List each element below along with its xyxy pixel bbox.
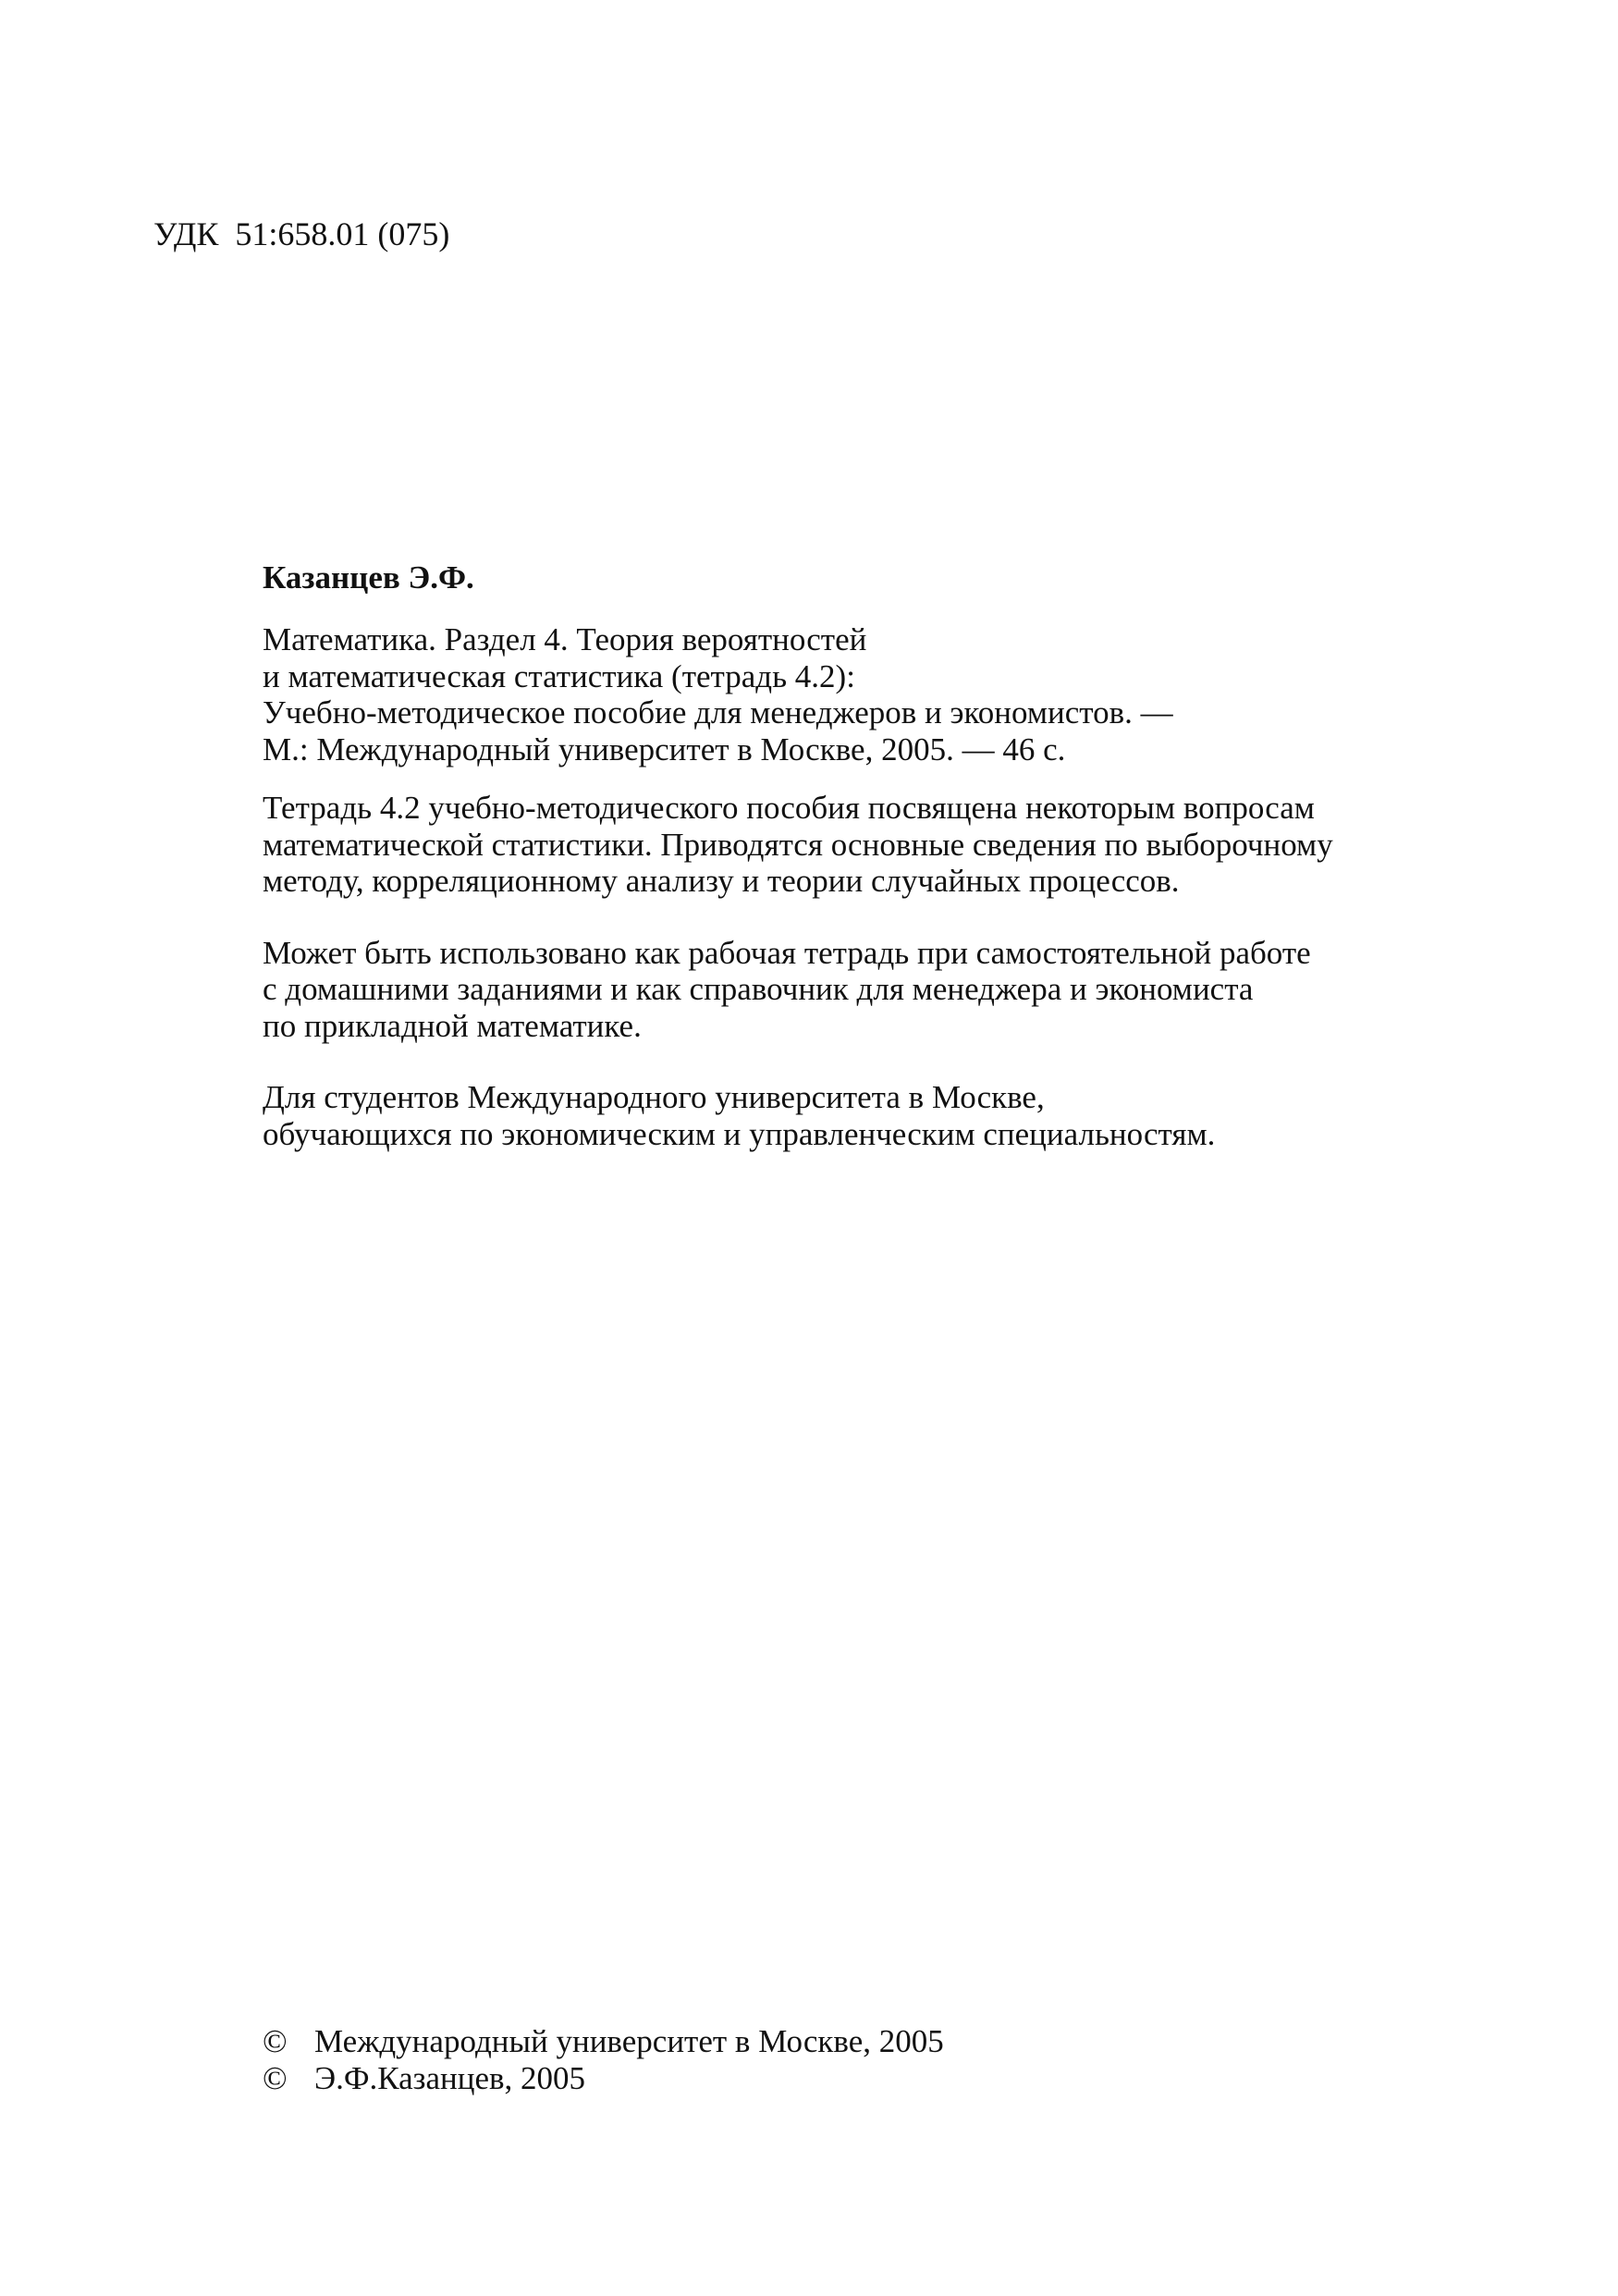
copyright-line <box>263 2023 944 2060</box>
annotation-paragraph <box>263 790 1465 900</box>
annotation-line: Тетрадь 4.2 учебно-методического пособия посвящена некоторым вопросам <box>263 790 1315 826</box>
audience-line: Для студентов Международного университета в Москве, <box>263 1079 1045 1115</box>
title-description <box>263 621 1465 767</box>
copyright-block <box>263 2023 944 2096</box>
title-line: и математическая статистика (тетрадь 4.2): <box>263 657 855 694</box>
title-line: М.: Международный университет в Москве, 2005. — 46 с. <box>263 731 1066 767</box>
author-name: Казанцев Э.Ф. <box>263 559 474 595</box>
bibliographic-block <box>263 559 1465 1152</box>
audience-paragraph <box>263 1079 1465 1152</box>
copyright-holder: Международный университет в Москве, 2005 <box>314 2023 944 2059</box>
usage-line: по прикладной математике. <box>263 1007 642 1044</box>
title-line: Учебно-методическое пособие для менеджеров и экономистов. — <box>263 694 1173 731</box>
annotation-line: методу, корреляционному анализу и теории случайных процессов. <box>263 863 1180 899</box>
copyright-holder: Э.Ф.Казанцев, 2005 <box>314 2059 586 2096</box>
title-line: Математика. Раздел 4. Теория вероятностей <box>263 621 867 657</box>
usage-line: с домашними заданиями и как справочник для менеджера и экономиста <box>263 971 1254 1007</box>
copyright-sign: © <box>263 2023 288 2059</box>
udk-code: УДК 51:658.01 (075) <box>153 215 450 252</box>
copyright-line <box>263 2060 944 2097</box>
copyright-sign: © <box>263 2059 288 2096</box>
usage-paragraph <box>263 935 1465 1045</box>
usage-line: Может быть использовано как рабочая тетрадь при самостоятельной работе <box>263 934 1311 971</box>
annotation-line: математической статистики. Приводятся основные сведения по выборочному <box>263 826 1333 863</box>
audience-line: обучающихся по экономическим и управленческим специальностям. <box>263 1115 1216 1152</box>
